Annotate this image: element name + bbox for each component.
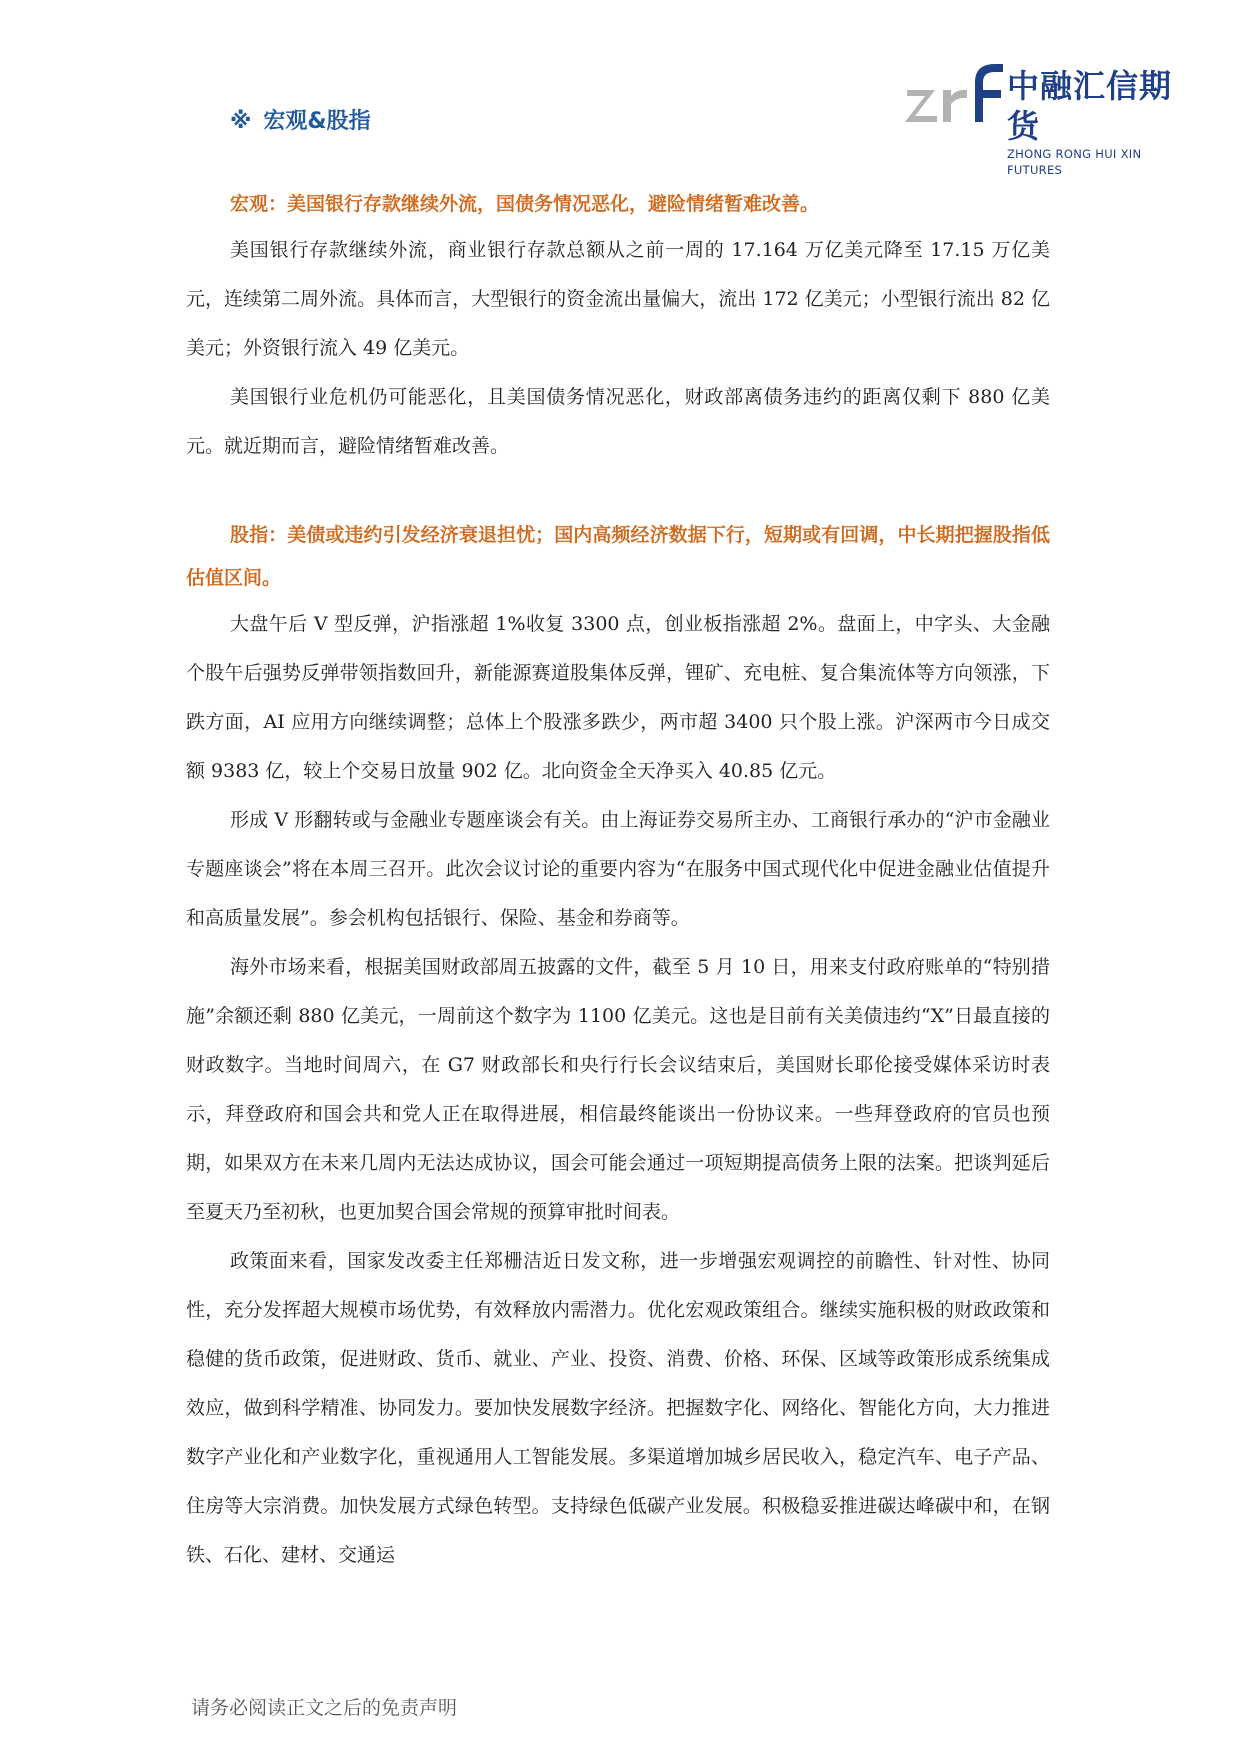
reference-mark-icon: ※ bbox=[230, 109, 252, 134]
logo-company-cn: 中融汇信期货 bbox=[1007, 67, 1173, 145]
zrf-logo-mark bbox=[905, 60, 1005, 128]
logo-letter-r bbox=[943, 90, 967, 122]
section-heading bbox=[230, 104, 371, 140]
report-body bbox=[186, 183, 1050, 1580]
macro-paragraph-2: 美国银行业危机仍可能恶化，且美国债务情况恶化，财政部离债务违约的距离仅剩下 880 亿美元。就近期而言，避险情绪暂难改善。 bbox=[186, 386, 1050, 457]
logo-letter-z bbox=[905, 90, 937, 122]
index-heading: 股指：美债或违约引发经济衰退担忧；国内高频经济数据下行，短期或有回调，中长期把握股指低估值区间。 bbox=[186, 524, 1050, 589]
section-title: 宏观&股指 bbox=[263, 109, 371, 134]
index-paragraph-4: 政策面来看，国家发改委主任郑栅洁近日发文称，进一步增强宏观调控的前瞻性、针对性、协同性，充分发挥超大规模市场优势，有效释放内需潜力。优化宏观政策组合。继续实施积极的财政政策和稳健的货币政策，促进财政、货币、就业、产业、投资、消费、价格、环保、区域等政策形成系统集成效应，做到科学精准、协同发力。要加快发展数字经济。把握数字化、网络化、智能化方向，大力推进数字产业化和产业数字化，重视通用人工智能发展。多渠道增加城乡居民收入，稳定汽车、电子产品、住房等大宗消费。加快发展方式绿色转型。支持绿色低碳产业发展。积极稳妥推进碳达峰碳中和，在钢铁、石化、建材、交通运 bbox=[186, 1250, 1050, 1566]
logo-letter-f bbox=[975, 64, 1003, 122]
index-paragraph-1: 大盘午后 V 型反弹，沪指涨超 1%收复 3300 点，创业板指涨超 2%。盘面上，中字头、大金融个股午后强势反弹带领指数回升，新能源赛道股集体反弹，锂矿、充电桩、复合集流体等方向领涨，下跌方面，AI 应用方向继续调整；总体上个股涨多跌少，两市超 3400 只个股上涨。沪深两市今日成交额 9383 亿，较上个交易日放量 902 亿。北向资金全天净买入 40.85 亿元。 bbox=[186, 613, 1050, 782]
company-logo bbox=[905, 60, 1195, 177]
disclaimer-footer: 请务必阅读正文之后的免责声明 bbox=[191, 1697, 458, 1719]
macro-heading: 宏观：美国银行存款继续外流，国债务情况恶化，避险情绪暂难改善。 bbox=[230, 193, 820, 215]
logo-text bbox=[1007, 66, 1195, 178]
macro-paragraph-1: 美国银行存款继续外流，商业银行存款总额从之前一周的 17.164 万亿美元降至 17.15 万亿美元，连续第二周外流。具体而言，大型银行的资金流出量偏大，流出 172 亿美元；小型银行流出 82 亿美元；外资银行流入 49 亿美元。 bbox=[186, 239, 1050, 359]
section-spacer bbox=[186, 471, 1050, 514]
index-paragraph-3: 海外市场来看，根据美国财政部周五披露的文件，截至 5 月 10 日，用来支付政府账单的“特别措施”余额还剩 880 亿美元，一周前这个数字为 1100 亿美元。这也是目前有关美债违约“X”日最直接的财政数字。当地时间周六，在 G7 财政部长和央行行长会议结束后，美国财长耶伦接受媒体采访时表示，拜登政府和国会共和党人正在取得进展，相信最终能谈出一份协议来。一些拜登政府的官员也预期，如果双方在未来几周内无法达成协议，国会可能会通过一项短期提高债务上限的法案。把谈判延后至夏天乃至初秋，也更加契合国会常规的预算审批时间表。 bbox=[186, 956, 1050, 1223]
index-paragraph-2: 形成 V 形翻转或与金融业专题座谈会有关。由上海证券交易所主办、工商银行承办的“沪市金融业专题座谈会”将在本周三召开。此次会议讨论的重要内容为“在服务中国式现代化中促进金融业估值提升和高质量发展”。参会机构包括银行、保险、基金和券商等。 bbox=[186, 809, 1050, 929]
logo-company-en: ZHONG RONG HUI XIN FUTURES bbox=[1007, 147, 1142, 177]
